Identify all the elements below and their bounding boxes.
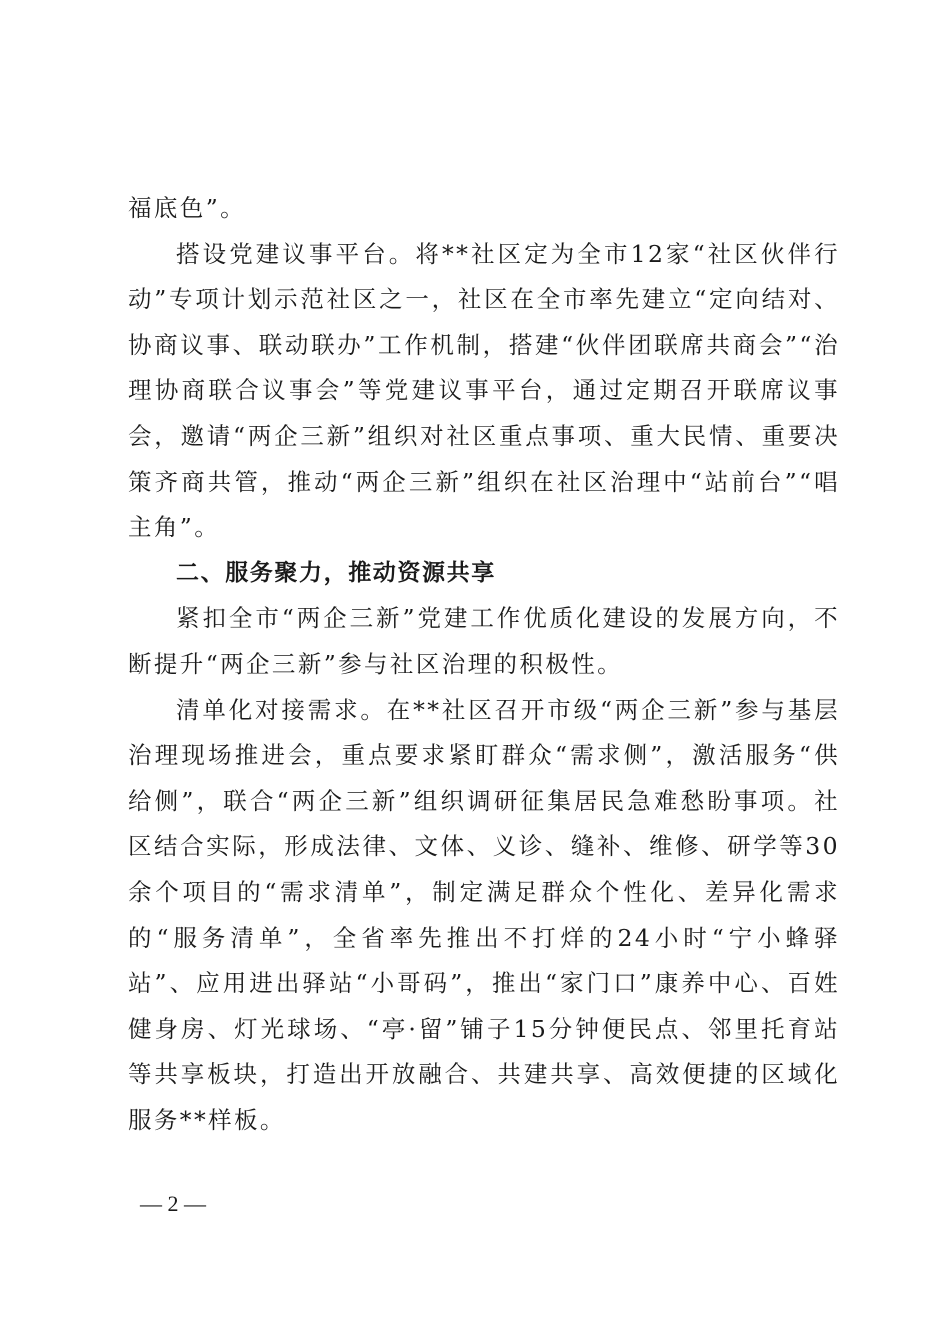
paragraph-discussion-platform: 搭设党建议事平台。将**社区定为全市12家“社区伙伴行动”专项计划示范社区之一，社区在全市率先建立“定向结对、协商议事、联动联办”工作机制，搭建“伙伴团联席共商会”“治理协商联合议事会”等党建议事平台，通过定期召开联席议事会，邀请“两企三新”组织对社区重点事项、重大民情、重要决策齐商共管，推动“两企三新”组织在社区治理中“站前台”“唱主角”。 [128, 239, 840, 542]
document-body [128, 186, 840, 1143]
paragraph-demand-list: 清单化对接需求。在**社区召开市级“两企三新”参与基层治理现场推进会，重点要求紧盯群众“需求侧”，激活服务“供给侧”，联合“两企三新”组织调研征集居民急难愁盼事项。社区结合实际，形成法律、文体、义诊、缝补、维修、研学等30余个项目的“需求清单”，制定满足群众个性化、差异化需求的“服务清单”，全省率先推出不打烊的24小时“宁小蜂驿站”、应用进出驿站“小哥码”，推出“家门口”康养中心、百姓健身房、灯光球场、“亭·留”铺子15分钟便民点、邻里托育站等共享板块，打造出开放融合、共建共享、高效便捷的区域化服务**样板。 [128, 695, 840, 1134]
paragraph-section-intro: 紧扣全市“两企三新”党建工作优质化建设的发展方向，不断提升“两企三新”参与社区治理的积极性。 [128, 604, 840, 678]
section-heading-service: 二、服务聚力，推动资源共享 [176, 559, 496, 586]
page-number: — 2 — [140, 1191, 206, 1216]
paragraph-continuation: 福底色”。 [128, 194, 247, 222]
